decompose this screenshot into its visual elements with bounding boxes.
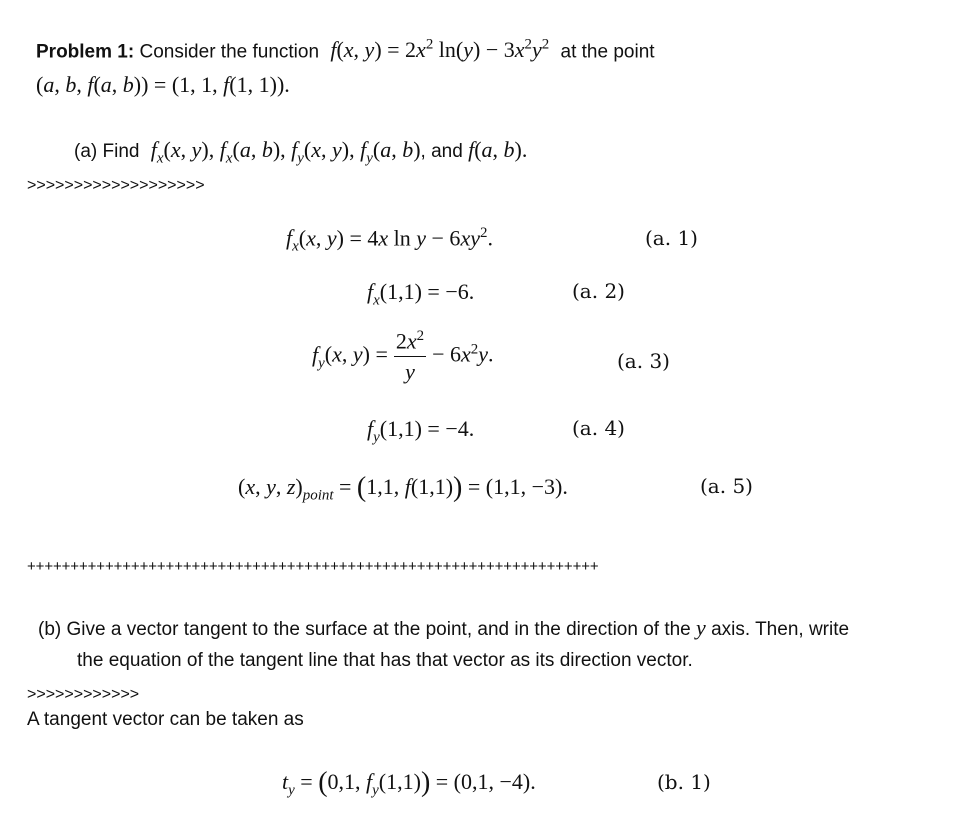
at-the-point-text: at the point xyxy=(560,41,655,63)
problem-label: Problem 1: xyxy=(36,41,135,63)
point-definition: (a, b, f(a, b)) = (1, 1, f(1, 1)). xyxy=(36,72,290,97)
tag-a2: (a. 2) xyxy=(572,279,625,303)
equation-a3: $f_y(x$, y) = $\frac{2x^2}{y}$ − $6x^2y$. xyxy=(312,328,494,385)
problem-statement xyxy=(36,37,655,63)
tag-a5: (a. 5) xyxy=(700,474,753,498)
part-a-question xyxy=(74,137,527,167)
separator-a: >>>>>>>>>>>>>>>>>>> xyxy=(27,177,205,194)
part-b-text-1: Give a vector tangent to the surface at the point, and in the direction of the xyxy=(66,619,691,640)
equation-a1: $f_x(x$, y) = 4x $\ln y - 6xy^2$. xyxy=(286,225,493,255)
part-b-y-variable: y xyxy=(696,615,706,640)
equation-a4: $f_y(1,1) = -4$. xyxy=(367,416,475,446)
part-b-question-line2: the equation of the tangent line that has that vector as its direction vector. xyxy=(77,650,693,671)
function-definition: f(x, $y) = 2x^2$ $\ln(y) - 3x^2y^2$ xyxy=(330,37,550,63)
part-b-text-1-end: axis. Then, write xyxy=(711,619,850,640)
part-a-find: Find xyxy=(102,141,140,162)
part-a-items: $f_x(x$, y), $f_x(a$, b), $f_y(x$, y), $f_y(a$, b) xyxy=(150,137,421,167)
tag-a4: (a. 4) xyxy=(572,416,625,440)
tag-a1: (a. 1) xyxy=(645,226,698,250)
part-a-last: f(a, b). xyxy=(468,137,528,162)
part-a-label: (a) xyxy=(74,141,98,162)
part-a-and: , and xyxy=(420,141,463,162)
tangent-intro: A tangent vector can be taken as xyxy=(27,709,304,730)
separator-b: >>>>>>>>>>>> xyxy=(27,686,140,703)
tag-b1: (b. 1) xyxy=(657,770,711,794)
problem-intro: Consider the function xyxy=(139,41,320,63)
separator-plus: ++++++++++++++++++++++++++++++++++++++++++++++++++++++++++++++++++ xyxy=(27,558,599,575)
part-b-label: (b) xyxy=(38,619,62,640)
part-b-question-line1 xyxy=(38,615,849,641)
equation-a5: (x, y, $z)_{point} = (1,1$, f(1,1)) = (1,1, −3). xyxy=(238,472,568,504)
tag-a3: (a. 3) xyxy=(617,349,670,373)
equation-a2: $f_x(1,1) = -6$. xyxy=(367,279,475,309)
equation-b1: $t_y = (0,1$, $f_y(1,1)) = (0,1$, −4). xyxy=(282,767,536,799)
